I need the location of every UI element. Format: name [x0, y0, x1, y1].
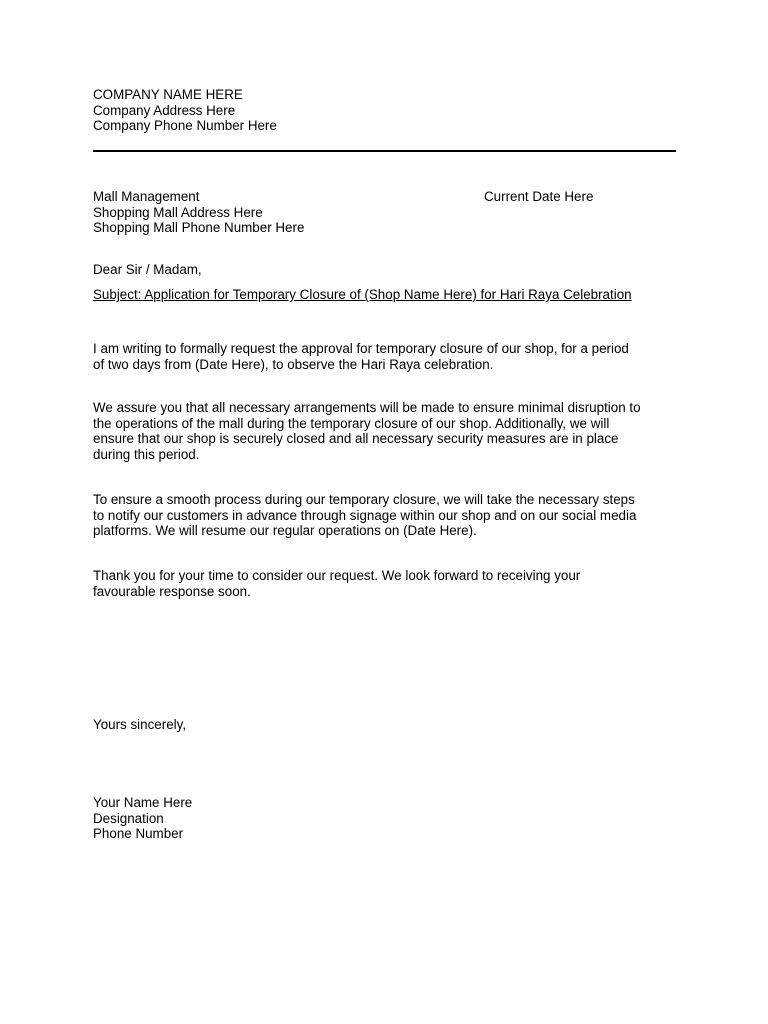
paragraph-line: To ensure a smooth process during our temporary closure, we will take the necessary steps [93, 492, 635, 507]
paragraph-line: favourable response soon. [93, 583, 251, 599]
paragraph-line: We assure you that all necessary arrangements will be made to ensure minimal disruption to [93, 400, 641, 415]
paragraph-line: Thank you for your time to consider our request. We look forward to receiving your [93, 568, 581, 583]
recipient-phone: Shopping Mall Phone Number Here [93, 220, 305, 235]
signer-designation: Designation [93, 810, 164, 826]
body-paragraph-2 [93, 400, 683, 462]
signer-phone: Phone Number [93, 826, 184, 841]
company-address: Company Address Here [93, 102, 236, 118]
signature-block [93, 795, 192, 842]
body-paragraph-1 [93, 341, 683, 372]
paragraph-line: of two days from (Date Here), to observe the Hari Raya celebration. [93, 356, 494, 372]
company-name: COMPANY NAME HERE [93, 87, 243, 102]
recipient-block [93, 189, 304, 236]
letter-date: Current Date Here [484, 189, 594, 204]
letterhead [93, 87, 277, 134]
paragraph-line: I am writing to formally request the approval for temporary closure of our shop, for a period [93, 341, 629, 356]
subject-line: Subject: Application for Temporary Closure of (Shop Name Here) for Hari Raya Celebration [93, 287, 632, 302]
closing: Yours sincerely, [93, 717, 187, 732]
paragraph-line: during this period. [93, 446, 200, 462]
signer-name: Your Name Here [93, 795, 193, 810]
body-paragraph-3 [93, 492, 683, 539]
recipient-name: Mall Management [93, 189, 200, 204]
company-phone: Company Phone Number Here [93, 118, 277, 133]
body-paragraph-4 [93, 568, 683, 599]
paragraph-line: platforms. We will resume our regular operations on (Date Here). [93, 523, 477, 538]
paragraph-line: to notify our customers in advance through signage within our shop and on our social media [93, 507, 637, 523]
paragraph-line: ensure that our shop is securely closed and all necessary security measures are in place [93, 431, 619, 446]
salutation: Dear Sir / Madam, [93, 262, 202, 277]
paragraph-line: the operations of the mall during the temporary closure of our shop. Additionally, we will [93, 415, 610, 431]
letterhead-divider [93, 150, 676, 152]
recipient-address: Shopping Mall Address Here [93, 204, 263, 220]
